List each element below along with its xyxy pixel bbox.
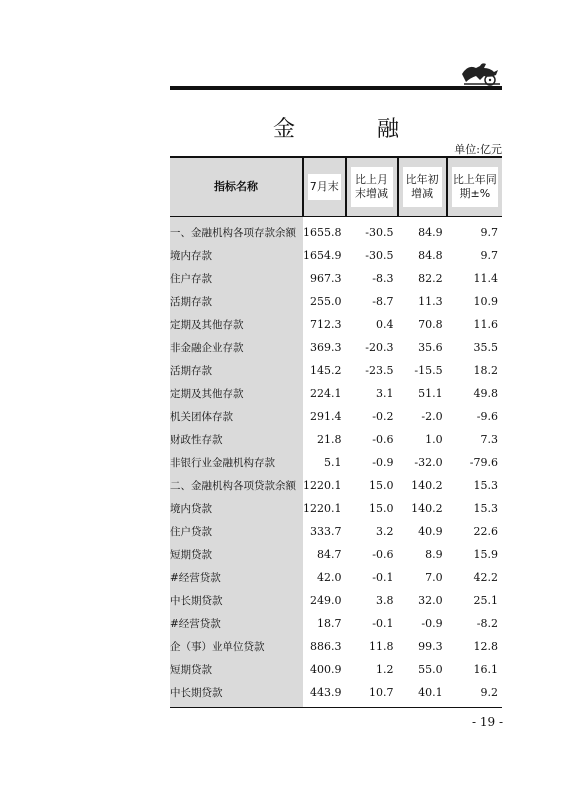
value-month-end: 84.7 [317,548,342,561]
value-vs-last-month: -23.5 [365,364,394,377]
value-yoy-percent: 49.8 [473,387,498,400]
value-vs-year-start: 82.2 [418,272,443,285]
value-vs-year-start: 140.2 [411,479,443,492]
value-vs-year-start: 70.8 [418,318,443,331]
horse-chariot-logo-icon [460,60,502,86]
value-month-end: 1655.8 [303,226,342,239]
table-row [170,497,502,520]
value-vs-year-start: -15.5 [414,364,443,377]
table-row [170,405,502,428]
value-yoy-percent: 15.9 [473,548,498,561]
table-row [170,635,502,658]
table-row [170,336,502,359]
value-vs-last-month: 3.2 [376,525,394,538]
value-month-end: 1220.1 [303,502,342,515]
page-title: 金 融 [272,117,429,142]
value-vs-last-month: 10.7 [346,681,398,708]
value-yoy-percent: -9.6 [476,410,498,423]
value-yoy-percent: 15.3 [473,502,498,515]
value-vs-last-month: 15.0 [369,502,394,515]
column-header-yoy-percent [447,157,502,217]
value-vs-year-start: -32.0 [414,456,443,469]
value-vs-year-start: 99.3 [418,640,443,653]
value-yoy-percent: 22.6 [473,525,498,538]
value-yoy-percent: 9.7 [480,226,498,239]
value-vs-year-start: 84.9 [418,226,443,239]
value-vs-year-start: 35.6 [418,341,443,354]
row-indicator-name: 一、金融机构各项存款余额 [170,217,303,245]
table-row [170,589,502,612]
row-indicator-name: 境内存款 [170,244,303,267]
value-vs-last-month: -0.9 [372,456,394,469]
table-row [170,267,502,290]
row-indicator-name: 中长期贷款 [170,681,303,708]
value-month-end: 145.2 [310,364,342,377]
table-row [170,382,502,405]
table-row [170,428,502,451]
row-indicator-name: 住户存款 [170,267,303,290]
column-header-vs-last-month-label: 比上月末增减 [351,167,393,207]
row-indicator-name: 活期存款 [170,290,303,313]
column-header-vs-year-start-label: 比年初增减 [403,167,442,207]
value-month-end: 5.1 [324,456,342,469]
page-number: - 19 - [471,715,503,729]
value-vs-last-month: -0.1 [372,571,394,584]
value-yoy-percent: -8.2 [476,617,498,630]
value-vs-last-month: -0.6 [372,548,394,561]
row-indicator-name: 活期存款 [170,359,303,382]
row-indicator-name: 非金融企业存款 [170,336,303,359]
value-month-end: 1220.1 [303,479,342,492]
row-indicator-name: 定期及其他存款 [170,313,303,336]
value-vs-year-start: 8.9 [425,548,443,561]
value-vs-year-start: 55.0 [418,663,443,676]
row-indicator-name: 机关团体存款 [170,405,303,428]
column-header-month-end-label: 7月末 [308,174,341,200]
value-month-end: 291.4 [310,410,342,423]
value-month-end: 712.3 [310,318,342,331]
row-indicator-name: 住户贷款 [170,520,303,543]
value-vs-last-month: -8.3 [372,272,394,285]
table-row [170,217,502,245]
row-indicator-name: 短期贷款 [170,543,303,566]
value-vs-year-start: -2.0 [421,410,443,423]
value-month-end: 1654.9 [303,249,342,262]
value-month-end: 249.0 [310,594,342,607]
table-row [170,681,502,708]
header-row [170,157,502,217]
column-header-indicator: 指标名称 [170,157,303,217]
value-month-end: 443.9 [303,681,346,708]
value-month-end: 42.0 [317,571,342,584]
table-row [170,566,502,589]
value-yoy-percent: 9.2 [447,681,502,708]
value-yoy-percent: 42.2 [473,571,498,584]
value-yoy-percent: 11.4 [473,272,498,285]
value-vs-last-month: -8.7 [372,295,394,308]
value-yoy-percent: 12.8 [473,640,498,653]
row-indicator-name: #经营贷款 [170,566,303,589]
table-row [170,244,502,267]
row-indicator-name: 境内贷款 [170,497,303,520]
value-vs-last-month: -30.5 [365,226,394,239]
finance-table [170,156,502,708]
value-vs-last-month: -0.6 [372,433,394,446]
value-month-end: 224.1 [310,387,342,400]
table-body [170,217,502,708]
value-yoy-percent: 11.6 [473,318,498,331]
value-month-end: 886.3 [310,640,342,653]
table-row [170,474,502,497]
value-vs-last-month: 1.2 [376,663,394,676]
column-header-vs-last-month [346,157,398,217]
value-vs-last-month: 3.1 [376,387,394,400]
value-yoy-percent: 10.9 [473,295,498,308]
row-indicator-name: 企（事）业单位贷款 [170,635,303,658]
column-header-yoy-percent-label: 比上年同期±% [452,167,498,207]
top-rule [170,86,502,90]
value-vs-year-start: 51.1 [418,387,443,400]
table-row [170,520,502,543]
value-month-end: 369.3 [310,341,342,354]
value-vs-last-month: 11.8 [369,640,394,653]
value-yoy-percent: 16.1 [473,663,498,676]
table-row [170,451,502,474]
table-row [170,359,502,382]
value-vs-year-start: 40.1 [398,681,447,708]
value-vs-year-start: 140.2 [411,502,443,515]
table-row [170,543,502,566]
value-month-end: 18.7 [317,617,342,630]
row-indicator-name: 短期贷款 [170,658,303,681]
value-vs-last-month: -20.3 [365,341,394,354]
table-row [170,313,502,336]
row-indicator-name: #经营贷款 [170,612,303,635]
value-vs-last-month: -0.1 [372,617,394,630]
value-month-end: 400.9 [310,663,342,676]
value-yoy-percent: -79.6 [469,456,498,469]
value-yoy-percent: 35.5 [473,341,498,354]
value-vs-year-start: -0.9 [421,617,443,630]
value-yoy-percent: 15.3 [473,479,498,492]
value-vs-year-start: 7.0 [425,571,443,584]
table-row [170,290,502,313]
value-yoy-percent: 9.7 [480,249,498,262]
value-month-end: 255.0 [310,295,342,308]
row-indicator-name: 财政性存款 [170,428,303,451]
value-vs-year-start: 1.0 [425,433,443,446]
value-vs-year-start: 84.8 [418,249,443,262]
unit-label: 单位:亿元 [454,143,502,156]
value-yoy-percent: 7.3 [480,433,498,446]
row-indicator-name: 二、金融机构各项贷款余额 [170,474,303,497]
column-header-month-end [303,157,346,217]
value-vs-year-start: 40.9 [418,525,443,538]
row-indicator-name: 中长期贷款 [170,589,303,612]
row-indicator-name: 定期及其他存款 [170,382,303,405]
table-row [170,612,502,635]
value-vs-last-month: -30.5 [365,249,394,262]
value-vs-last-month: 0.4 [376,318,394,331]
row-indicator-name: 非银行业金融机构存款 [170,451,303,474]
value-vs-last-month: 3.8 [376,594,394,607]
value-month-end: 333.7 [310,525,342,538]
value-yoy-percent: 18.2 [473,364,498,377]
value-vs-year-start: 32.0 [418,594,443,607]
value-vs-year-start: 11.3 [418,295,443,308]
value-vs-last-month: -0.2 [372,410,394,423]
table-row [170,658,502,681]
column-header-vs-year-start [398,157,447,217]
value-month-end: 967.3 [310,272,342,285]
value-month-end: 21.8 [317,433,342,446]
value-vs-last-month: 15.0 [369,479,394,492]
value-yoy-percent: 25.1 [473,594,498,607]
